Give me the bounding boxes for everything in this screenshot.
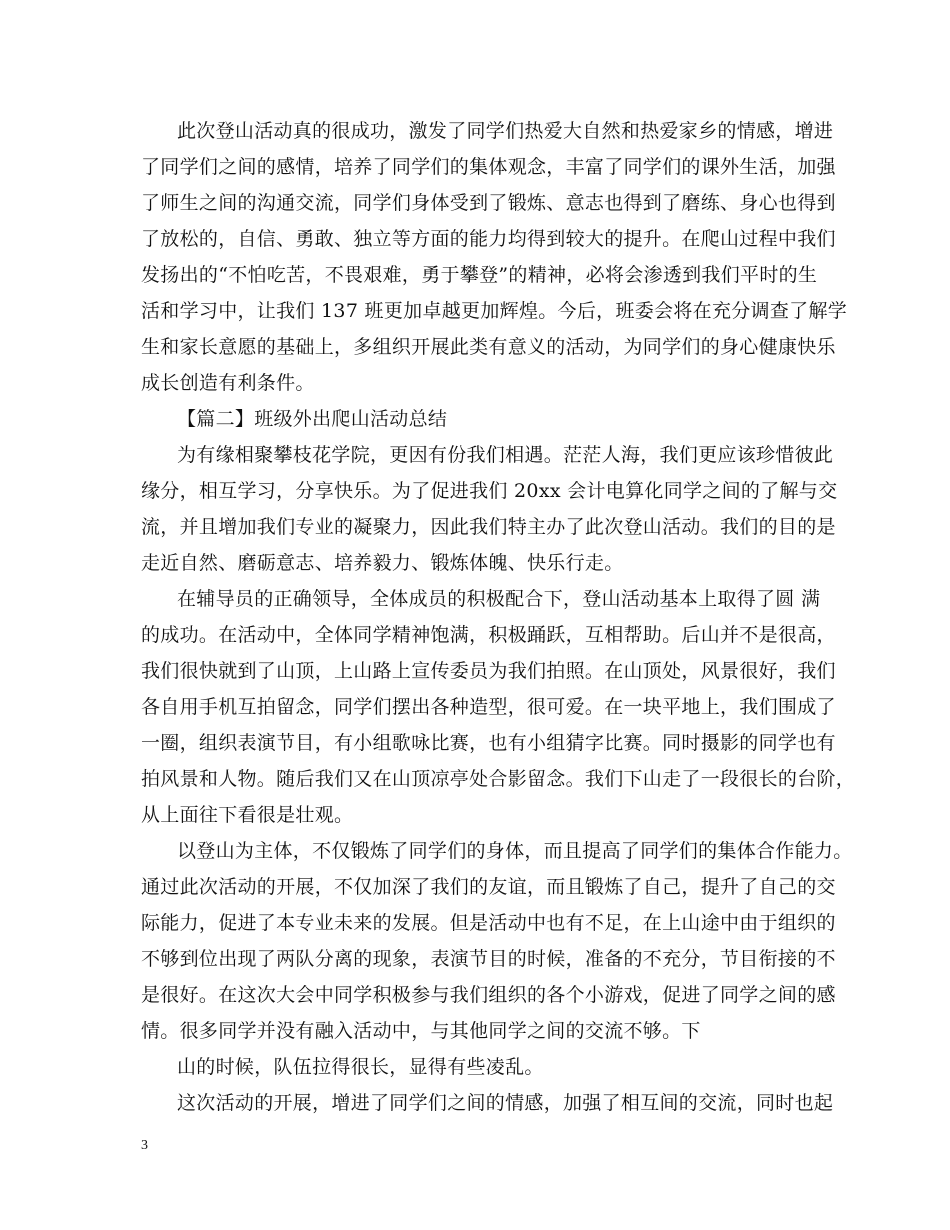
paragraph-line: 缘分，相互学习，分享快乐。为了促进我们 20xx 会计电算化同学之间的了解与交	[141, 480, 838, 502]
paragraph-line: 这次活动的开展，增进了同学们之间的情感，加强了相互间的交流，同时也起	[177, 1092, 834, 1114]
paragraph-line: 情。很多同学并没有融入活动中，与其他同学之间的交流不够。下	[141, 1020, 701, 1042]
paragraph-line: 通过此次活动的开展，不仅加深了我们的友谊，而且锻炼了自己，提升了自己的交	[141, 876, 836, 898]
paragraph-line: 流，并且增加我们专业的凝聚力，因此我们特主办了此次登山活动。我们的目的是	[141, 516, 836, 538]
paragraph-line: 活和学习中，让我们 137 班更加卓越更加辉煌。今后，班委会将在充分调查了解学	[141, 300, 848, 322]
paragraph-line: 拍风景和人物。随后我们又在山顶凉亭处合影留念。我们下山走了一段很长的台阶，	[141, 768, 856, 790]
paragraph-line: 各自用手机互拍留念，同学们摆出各种造型，很可爱。在一块平地上，我们围成了	[141, 696, 836, 718]
paragraph-line: 此次登山活动真的很成功，激发了同学们热爱大自然和热爱家乡的情感，增进	[177, 120, 834, 142]
paragraph-line: 我们很快就到了山顶，上山路上宣传委员为我们拍照。在山顶处，风景很好，我们	[141, 660, 836, 682]
paragraph-line: 在辅导员的正确领导，全体成员的积极配合下，登山活动基本上取得了圆 满	[177, 588, 821, 610]
paragraph-line: 不够到位出现了两队分离的现象，表演节目的时候，准备的不充分，节目衔接的不	[141, 948, 836, 970]
paragraph-line: 从上面往下看很是壮观。	[141, 804, 354, 826]
paragraph-line: 了师生之间的沟通交流，同学们身体受到了锻炼、意志也得到了磨练、身心也得到	[141, 192, 836, 214]
paragraph-line: 生和家长意愿的基础上，多组织开展此类有意义的活动，为同学们的身心健康快乐	[141, 336, 836, 358]
paragraph-line: 发扬出的“不怕吃苦，不畏艰难，勇于攀登”的精神，必将会渗透到我们平时的生	[141, 264, 818, 286]
paragraph-line: 是很好。在这次大会中同学积极参与我们组织的各个小游戏，促进了同学之间的感	[141, 984, 836, 1006]
paragraph-line: 的成功。在活动中，全体同学精神饱满，积极踊跃，互相帮助。后山并不是很高，	[141, 624, 836, 646]
paragraph-line: 以登山为主体，不仅锻炼了同学们的身体，而且提高了同学们的集体合作能力。	[177, 840, 853, 862]
paragraph-line: 一圈，组织表演节目，有小组歌咏比赛，也有小组猜字比赛。同时摄影的同学也有	[141, 732, 836, 754]
paragraph-line: 了放松的，自信、勇敢、独立等方面的能力均得到较大的提升。在爬山过程中我们	[141, 228, 836, 250]
paragraph-line: 成长创造有利条件。	[141, 372, 315, 394]
section-heading: 【篇二】班级外出爬山活动总结	[177, 408, 448, 430]
paragraph-line: 山的时候，队伍拉得很长，显得有些凌乱。	[177, 1056, 544, 1078]
paragraph-line: 际能力，促进了本专业未来的发展。但是活动中也有不足，在上山途中由于组织的	[141, 912, 836, 934]
page-number: 3	[141, 1138, 148, 1153]
paragraph-line: 走近自然、磨砺意志、培养毅力、锻炼体魄、快乐行走。	[141, 552, 624, 574]
paragraph-line: 为有缘相聚攀枝花学院，更因有份我们相遇。茫茫人海，我们更应该珍惜彼此	[177, 444, 834, 466]
paragraph-line: 了同学们之间的感情，培养了同学们的集体观念，丰富了同学们的课外生活，加强	[141, 156, 836, 178]
